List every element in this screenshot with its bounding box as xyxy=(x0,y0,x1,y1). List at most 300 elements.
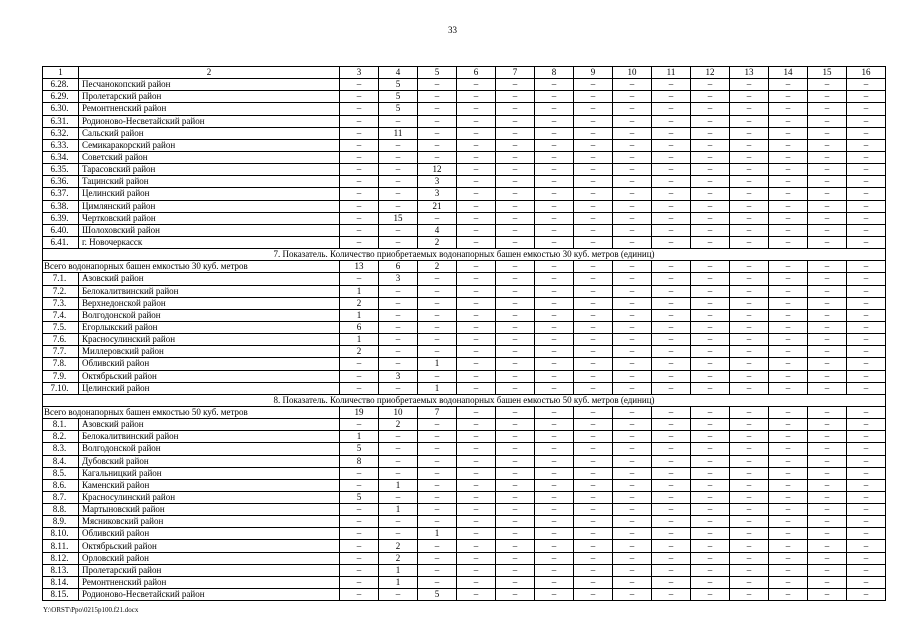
value-cell: – xyxy=(847,419,886,431)
value-cell: – xyxy=(496,139,535,151)
value-cell: – xyxy=(808,91,847,103)
value-cell: – xyxy=(808,540,847,552)
value-cell: – xyxy=(457,309,496,321)
value-cell: – xyxy=(535,358,574,370)
value-cell: – xyxy=(769,176,808,188)
value-cell: – xyxy=(574,176,613,188)
value-cell: – xyxy=(691,589,730,601)
value-cell: – xyxy=(808,151,847,163)
total-label: Всего водонапорных башен емкостью 30 куб. метров xyxy=(43,261,340,273)
value-cell: – xyxy=(652,455,691,467)
value-cell: – xyxy=(769,504,808,516)
header-cell: 6 xyxy=(457,67,496,79)
value-cell: – xyxy=(613,564,652,576)
value-cell: – xyxy=(691,443,730,455)
value-cell: 6 xyxy=(379,261,418,273)
table-row xyxy=(43,540,886,552)
value-cell: – xyxy=(418,212,457,224)
value-cell: – xyxy=(496,103,535,115)
table-row xyxy=(43,370,886,382)
district-name: Чертковский район xyxy=(79,212,340,224)
value-cell: – xyxy=(691,346,730,358)
value-cell: – xyxy=(496,176,535,188)
value-cell: 3 xyxy=(379,273,418,285)
value-cell: – xyxy=(496,358,535,370)
value-cell: – xyxy=(847,151,886,163)
value-cell: – xyxy=(457,419,496,431)
value-cell: – xyxy=(730,297,769,309)
value-cell: – xyxy=(730,358,769,370)
table-row xyxy=(43,358,886,370)
row-number: 7.2. xyxy=(43,285,79,297)
value-cell: – xyxy=(730,309,769,321)
row-number: 8.3. xyxy=(43,443,79,455)
table-row xyxy=(43,309,886,321)
value-cell: – xyxy=(574,224,613,236)
value-cell: – xyxy=(418,504,457,516)
table-row xyxy=(43,589,886,601)
district-name: Волгодонской район xyxy=(79,443,340,455)
value-cell: – xyxy=(691,455,730,467)
value-cell: – xyxy=(730,467,769,479)
table-row xyxy=(43,297,886,309)
value-cell: – xyxy=(847,139,886,151)
value-cell: – xyxy=(574,370,613,382)
value-cell: – xyxy=(847,564,886,576)
district-name: Орловский район xyxy=(79,552,340,564)
footer-file-path: Y:\ORST\Ppo\0215p100.f21.docx xyxy=(43,606,139,614)
value-cell: – xyxy=(457,212,496,224)
value-cell: – xyxy=(418,115,457,127)
value-cell: – xyxy=(457,382,496,394)
value-cell: – xyxy=(418,79,457,91)
value-cell: – xyxy=(730,528,769,540)
value-cell: – xyxy=(340,91,379,103)
value-cell: – xyxy=(418,151,457,163)
district-name: Пролетарский район xyxy=(79,91,340,103)
value-cell: – xyxy=(808,164,847,176)
table-row xyxy=(43,321,886,333)
district-name: Мартыновский район xyxy=(79,504,340,516)
value-cell: – xyxy=(847,127,886,139)
row-number: 8.4. xyxy=(43,455,79,467)
value-cell: – xyxy=(457,188,496,200)
table-row xyxy=(43,455,886,467)
value-cell: – xyxy=(496,151,535,163)
value-cell: – xyxy=(652,224,691,236)
value-cell: – xyxy=(340,103,379,115)
value-cell: – xyxy=(535,576,574,588)
row-number: 8.2. xyxy=(43,431,79,443)
value-cell: – xyxy=(652,406,691,418)
value-cell: – xyxy=(769,127,808,139)
value-cell: – xyxy=(691,91,730,103)
value-cell: – xyxy=(691,224,730,236)
data-table xyxy=(42,66,886,601)
value-cell: – xyxy=(730,552,769,564)
value-cell: – xyxy=(730,564,769,576)
value-cell: – xyxy=(847,346,886,358)
section-header-row xyxy=(43,249,886,261)
value-cell: – xyxy=(457,406,496,418)
value-cell: – xyxy=(613,346,652,358)
row-number: 8.8. xyxy=(43,504,79,516)
value-cell: – xyxy=(418,455,457,467)
value-cell: 2 xyxy=(379,540,418,552)
value-cell: – xyxy=(457,115,496,127)
row-number: 7.8. xyxy=(43,358,79,370)
value-cell: – xyxy=(613,443,652,455)
value-cell: – xyxy=(652,91,691,103)
value-cell: – xyxy=(457,516,496,528)
value-cell: – xyxy=(652,309,691,321)
row-number: 7.9. xyxy=(43,370,79,382)
value-cell: – xyxy=(613,431,652,443)
value-cell: – xyxy=(769,103,808,115)
value-cell: – xyxy=(457,103,496,115)
value-cell: – xyxy=(535,188,574,200)
value-cell: – xyxy=(457,285,496,297)
value-cell: – xyxy=(808,564,847,576)
value-cell: – xyxy=(574,151,613,163)
value-cell: – xyxy=(769,491,808,503)
value-cell: – xyxy=(535,176,574,188)
value-cell: – xyxy=(613,79,652,91)
value-cell: – xyxy=(769,576,808,588)
row-number: 8.15. xyxy=(43,589,79,601)
value-cell: – xyxy=(769,406,808,418)
value-cell: – xyxy=(652,528,691,540)
value-cell: – xyxy=(847,406,886,418)
value-cell: – xyxy=(613,139,652,151)
value-cell: – xyxy=(730,455,769,467)
value-cell: – xyxy=(379,164,418,176)
value-cell: – xyxy=(652,151,691,163)
value-cell: – xyxy=(574,516,613,528)
district-name: Тарасовский район xyxy=(79,164,340,176)
value-cell: – xyxy=(691,406,730,418)
value-cell: – xyxy=(379,334,418,346)
value-cell: – xyxy=(808,406,847,418)
value-cell: 2 xyxy=(418,261,457,273)
value-cell: – xyxy=(496,431,535,443)
value-cell: – xyxy=(808,528,847,540)
value-cell: – xyxy=(418,431,457,443)
value-cell: – xyxy=(535,589,574,601)
value-cell: – xyxy=(769,151,808,163)
value-cell: – xyxy=(847,236,886,248)
value-cell: – xyxy=(652,479,691,491)
value-cell: – xyxy=(652,346,691,358)
value-cell: – xyxy=(652,589,691,601)
value-cell: – xyxy=(769,346,808,358)
value-cell: – xyxy=(340,224,379,236)
value-cell: – xyxy=(496,91,535,103)
value-cell: – xyxy=(808,200,847,212)
value-cell: – xyxy=(730,491,769,503)
value-cell: – xyxy=(730,176,769,188)
value-cell: – xyxy=(496,273,535,285)
district-name: Каменский район xyxy=(79,479,340,491)
value-cell: – xyxy=(652,370,691,382)
value-cell: – xyxy=(769,564,808,576)
district-name: Красносулинский район xyxy=(79,491,340,503)
value-cell: – xyxy=(340,467,379,479)
value-cell: – xyxy=(379,297,418,309)
value-cell: – xyxy=(457,224,496,236)
value-cell: – xyxy=(613,188,652,200)
value-cell: – xyxy=(418,285,457,297)
value-cell: – xyxy=(457,346,496,358)
value-cell: – xyxy=(652,273,691,285)
value-cell: – xyxy=(418,321,457,333)
value-cell: – xyxy=(340,479,379,491)
value-cell: – xyxy=(808,576,847,588)
value-cell: – xyxy=(730,321,769,333)
value-cell: – xyxy=(769,419,808,431)
value-cell: 1 xyxy=(340,431,379,443)
row-number: 6.39. xyxy=(43,212,79,224)
district-name: Целинский район xyxy=(79,188,340,200)
value-cell: – xyxy=(691,164,730,176)
value-cell: – xyxy=(808,382,847,394)
value-cell: – xyxy=(808,79,847,91)
value-cell: – xyxy=(457,127,496,139)
value-cell: – xyxy=(418,103,457,115)
value-cell: – xyxy=(457,261,496,273)
district-name: Пролетарский район xyxy=(79,564,340,576)
total-row xyxy=(43,261,886,273)
value-cell: – xyxy=(340,127,379,139)
value-cell: – xyxy=(496,455,535,467)
value-cell: – xyxy=(769,285,808,297)
table-row xyxy=(43,346,886,358)
value-cell: – xyxy=(613,212,652,224)
value-cell: – xyxy=(379,589,418,601)
value-cell: – xyxy=(379,176,418,188)
value-cell: – xyxy=(457,455,496,467)
value-cell: – xyxy=(730,540,769,552)
value-cell: – xyxy=(535,309,574,321)
value-cell: – xyxy=(808,504,847,516)
value-cell: 10 xyxy=(379,406,418,418)
row-number: 6.33. xyxy=(43,139,79,151)
value-cell: – xyxy=(457,443,496,455)
value-cell: – xyxy=(808,516,847,528)
value-cell: – xyxy=(847,334,886,346)
value-cell: – xyxy=(535,273,574,285)
value-cell: 2 xyxy=(418,236,457,248)
section-header: 7. Показатель. Количество приобретаемых водонапорных башен емкостью 30 куб. метров (единиц) xyxy=(43,249,886,261)
value-cell: – xyxy=(691,540,730,552)
value-cell: – xyxy=(340,552,379,564)
value-cell: – xyxy=(769,479,808,491)
district-name: Семикаракорский район xyxy=(79,139,340,151)
value-cell: – xyxy=(847,309,886,321)
value-cell: – xyxy=(457,491,496,503)
value-cell: – xyxy=(808,455,847,467)
value-cell: – xyxy=(808,236,847,248)
value-cell: – xyxy=(418,334,457,346)
value-cell: – xyxy=(340,382,379,394)
table-row xyxy=(43,467,886,479)
value-cell: – xyxy=(691,297,730,309)
value-cell: – xyxy=(652,419,691,431)
row-number: 6.40. xyxy=(43,224,79,236)
value-cell: – xyxy=(379,358,418,370)
value-cell: – xyxy=(691,273,730,285)
value-cell: – xyxy=(379,455,418,467)
value-cell: 5 xyxy=(418,589,457,601)
value-cell: 2 xyxy=(379,419,418,431)
value-cell: – xyxy=(418,479,457,491)
district-name: Ремонтненский район xyxy=(79,576,340,588)
value-cell: – xyxy=(496,285,535,297)
value-cell: 2 xyxy=(340,297,379,309)
value-cell: – xyxy=(340,164,379,176)
row-number: 8.12. xyxy=(43,552,79,564)
value-cell: – xyxy=(652,516,691,528)
value-cell: – xyxy=(418,273,457,285)
value-cell: – xyxy=(652,261,691,273)
value-cell: 3 xyxy=(379,370,418,382)
table-row xyxy=(43,200,886,212)
value-cell: – xyxy=(691,479,730,491)
value-cell: – xyxy=(730,188,769,200)
value-cell: – xyxy=(574,91,613,103)
value-cell: 1 xyxy=(418,528,457,540)
value-cell: – xyxy=(691,309,730,321)
value-cell: – xyxy=(379,115,418,127)
value-cell: – xyxy=(535,455,574,467)
value-cell: – xyxy=(691,79,730,91)
value-cell: – xyxy=(769,273,808,285)
row-number: 7.6. xyxy=(43,334,79,346)
value-cell: – xyxy=(496,164,535,176)
table-row xyxy=(43,224,886,236)
row-number: 8.6. xyxy=(43,479,79,491)
value-cell: – xyxy=(691,491,730,503)
row-number: 8.13. xyxy=(43,564,79,576)
value-cell: – xyxy=(535,346,574,358)
value-cell: – xyxy=(613,200,652,212)
value-cell: – xyxy=(535,552,574,564)
value-cell: – xyxy=(613,589,652,601)
value-cell: – xyxy=(730,382,769,394)
value-cell: – xyxy=(808,358,847,370)
value-cell: – xyxy=(535,528,574,540)
value-cell: – xyxy=(691,212,730,224)
value-cell: – xyxy=(340,236,379,248)
value-cell: – xyxy=(457,200,496,212)
value-cell: – xyxy=(535,516,574,528)
table-row xyxy=(43,139,886,151)
value-cell: 2 xyxy=(340,346,379,358)
table-row xyxy=(43,188,886,200)
value-cell: – xyxy=(613,358,652,370)
value-cell: – xyxy=(730,164,769,176)
value-cell: – xyxy=(652,139,691,151)
value-cell: 13 xyxy=(340,261,379,273)
value-cell: – xyxy=(340,176,379,188)
value-cell: – xyxy=(457,297,496,309)
value-cell: – xyxy=(691,419,730,431)
value-cell: – xyxy=(418,127,457,139)
value-cell: 1 xyxy=(379,479,418,491)
district-name: Цимлянский район xyxy=(79,200,340,212)
table-row xyxy=(43,285,886,297)
value-cell: – xyxy=(496,346,535,358)
value-cell: – xyxy=(418,443,457,455)
district-name: Егорлыкский район xyxy=(79,321,340,333)
value-cell: 11 xyxy=(379,127,418,139)
value-cell: – xyxy=(340,273,379,285)
value-cell: – xyxy=(535,443,574,455)
value-cell: – xyxy=(730,479,769,491)
value-cell: – xyxy=(613,309,652,321)
value-cell: – xyxy=(613,103,652,115)
table-row xyxy=(43,504,886,516)
value-cell: 3 xyxy=(418,176,457,188)
district-name: Родионово-Несветайский район xyxy=(79,589,340,601)
value-cell: – xyxy=(808,443,847,455)
value-cell: – xyxy=(613,455,652,467)
value-cell: – xyxy=(769,431,808,443)
value-cell: – xyxy=(613,467,652,479)
value-cell: – xyxy=(847,504,886,516)
district-name: Октябрьский район xyxy=(79,540,340,552)
value-cell: – xyxy=(769,164,808,176)
page-number: 33 xyxy=(448,25,457,35)
value-cell: – xyxy=(496,552,535,564)
value-cell: – xyxy=(691,321,730,333)
value-cell: – xyxy=(613,115,652,127)
row-number: 6.41. xyxy=(43,236,79,248)
value-cell: – xyxy=(769,552,808,564)
value-cell: – xyxy=(847,589,886,601)
value-cell: – xyxy=(574,431,613,443)
value-cell: – xyxy=(691,431,730,443)
value-cell: – xyxy=(340,504,379,516)
value-cell: – xyxy=(847,321,886,333)
value-cell: – xyxy=(496,115,535,127)
value-cell: – xyxy=(535,91,574,103)
value-cell: – xyxy=(691,188,730,200)
row-number: 7.1. xyxy=(43,273,79,285)
value-cell: – xyxy=(574,79,613,91)
row-number: 6.28. xyxy=(43,79,79,91)
value-cell: – xyxy=(340,589,379,601)
value-cell: – xyxy=(457,467,496,479)
value-cell: – xyxy=(574,309,613,321)
value-cell: – xyxy=(730,261,769,273)
table-row xyxy=(43,115,886,127)
value-cell: – xyxy=(652,188,691,200)
row-number: 8.7. xyxy=(43,491,79,503)
row-number: 6.36. xyxy=(43,176,79,188)
district-name: Азовский район xyxy=(79,273,340,285)
value-cell: – xyxy=(496,504,535,516)
header-cell: 2 xyxy=(79,67,340,79)
value-cell: – xyxy=(691,564,730,576)
row-number: 7.4. xyxy=(43,309,79,321)
value-cell: – xyxy=(730,443,769,455)
value-cell: 1 xyxy=(379,564,418,576)
table-row xyxy=(43,552,886,564)
value-cell: – xyxy=(730,79,769,91)
value-cell: – xyxy=(496,406,535,418)
value-cell: – xyxy=(379,236,418,248)
